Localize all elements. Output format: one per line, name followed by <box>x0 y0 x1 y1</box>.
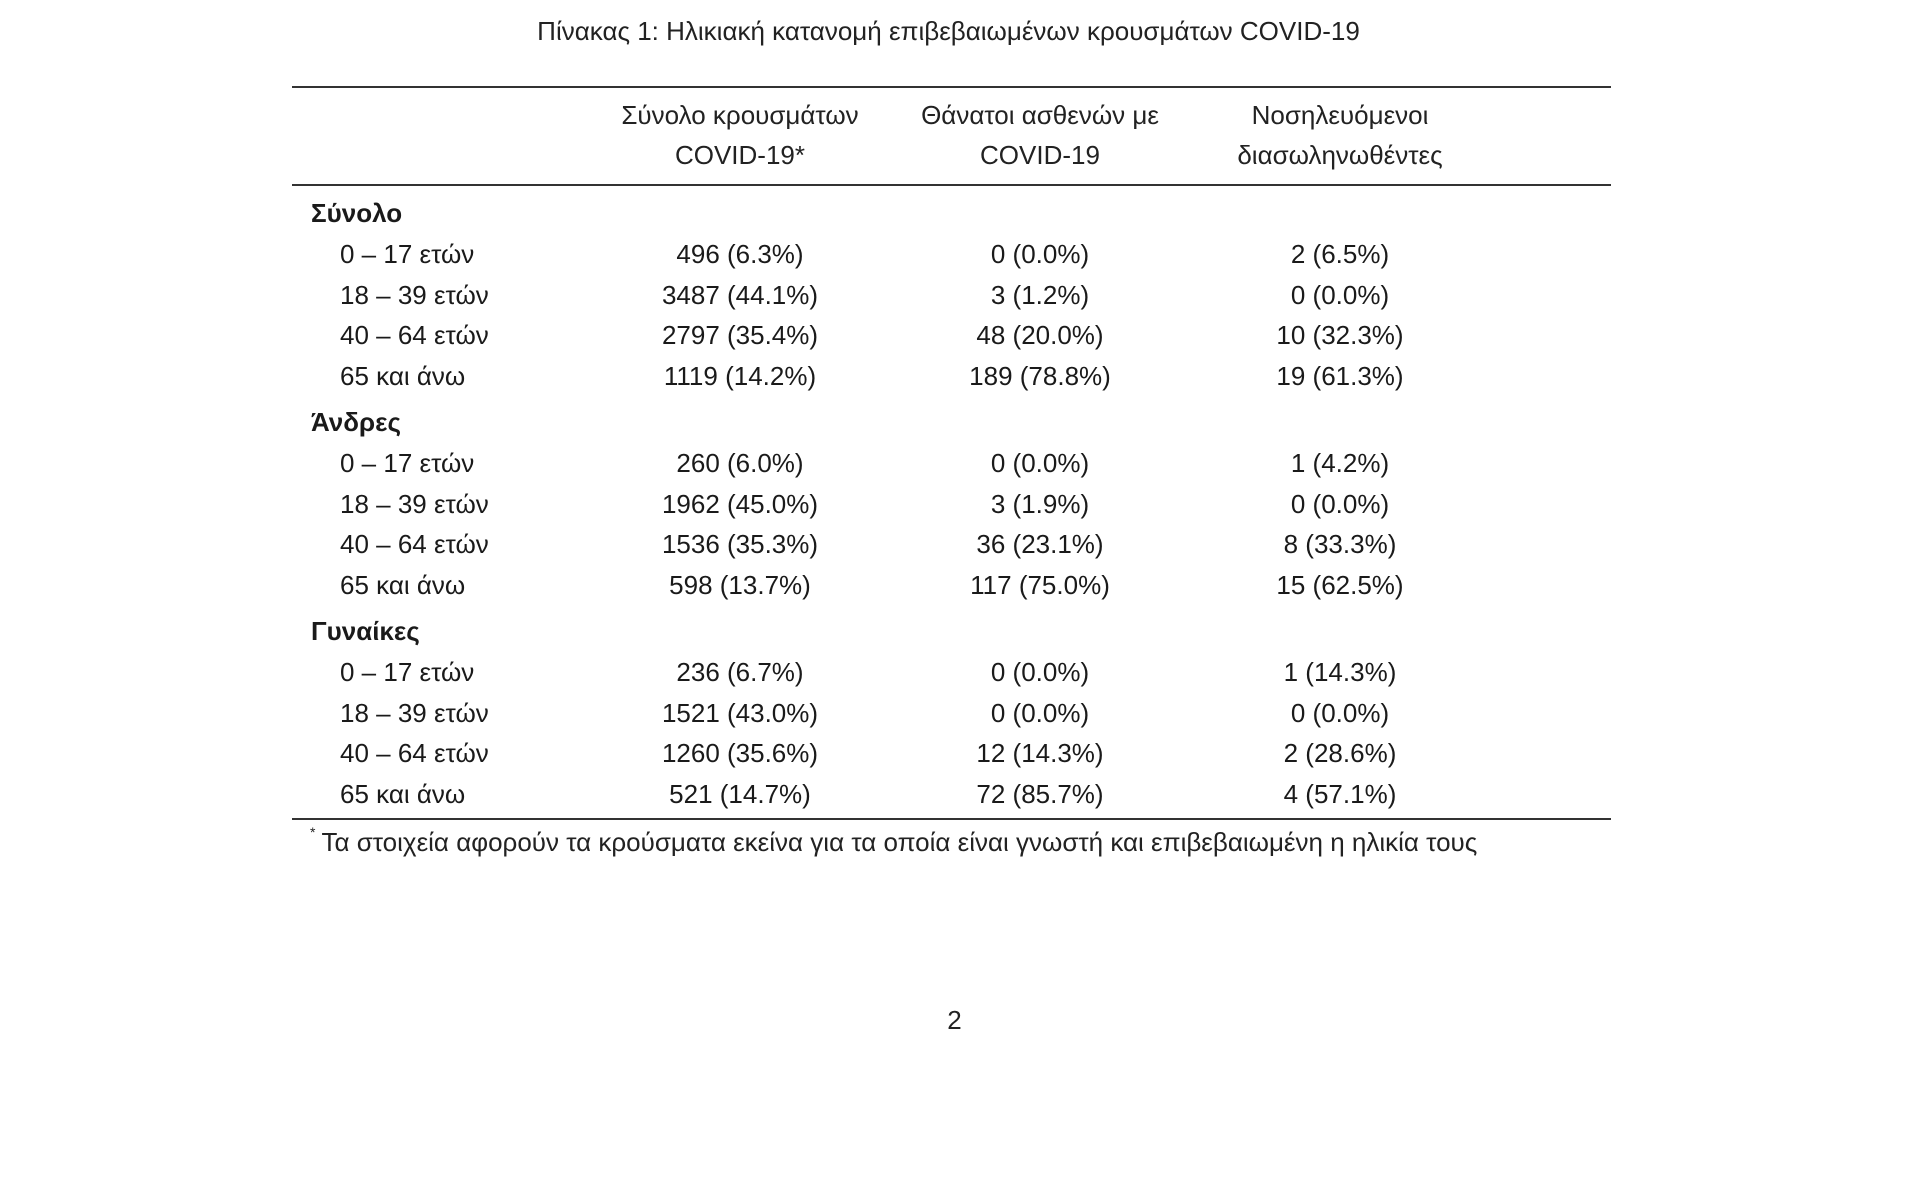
column-header-line: COVID-19 <box>980 140 1100 170</box>
column-header-line: Σύνολο κρουσμάτων <box>621 100 859 130</box>
deaths-cell: 0 (0.0%) <box>990 657 1090 687</box>
age-label: 18 – 39 ετών <box>340 698 489 728</box>
age-label: 40 – 64 ετών <box>340 738 489 768</box>
cases-cell: 236 (6.7%) <box>676 657 804 687</box>
table-row <box>0 774 1923 814</box>
intubated-cell: 0 (0.0%) <box>1290 280 1390 310</box>
cases-cell: 3487 (44.1%) <box>661 280 819 310</box>
column-header-deaths <box>900 95 1180 175</box>
intubated-cell: 10 (32.3%) <box>1276 320 1404 350</box>
cases-cell: 496 (6.3%) <box>676 239 804 269</box>
cases-cell: 1260 (35.6%) <box>661 738 819 768</box>
deaths-cell: 0 (0.0%) <box>990 239 1090 269</box>
cases-cell: 1521 (43.0%) <box>661 698 819 728</box>
column-header-line: Θάνατοι ασθενών με <box>921 100 1159 130</box>
column-header-total-cases <box>600 95 880 175</box>
deaths-cell: 72 (85.7%) <box>976 779 1104 809</box>
table-row <box>0 356 1923 396</box>
deaths-cell: 0 (0.0%) <box>990 448 1090 478</box>
table-row <box>0 234 1923 274</box>
table-title: Πίνακας 1: Ηλικιακή κατανομή επιβεβαιωμένων κρουσμάτων COVID-19 <box>537 16 1360 46</box>
intubated-cell: 19 (61.3%) <box>1276 361 1404 391</box>
intubated-cell: 2 (6.5%) <box>1290 239 1390 269</box>
group-header-row <box>0 193 1923 233</box>
cases-cell: 1536 (35.3%) <box>661 529 819 559</box>
cases-cell: 1119 (14.2%) <box>663 361 817 391</box>
table-row <box>0 652 1923 692</box>
header-bottom-rule <box>292 184 1611 186</box>
footnote-marker: * <box>310 824 316 840</box>
table-row <box>0 275 1923 315</box>
deaths-cell: 3 (1.9%) <box>990 489 1090 519</box>
cases-cell: 2797 (35.4%) <box>661 320 819 350</box>
age-label: 18 – 39 ετών <box>340 489 489 519</box>
intubated-cell: 4 (57.1%) <box>1283 779 1397 809</box>
cases-cell: 598 (13.7%) <box>669 570 811 600</box>
age-label: 40 – 64 ετών <box>340 529 489 559</box>
table-row <box>0 565 1923 605</box>
table-row <box>0 443 1923 483</box>
group-label: Άνδρες <box>311 407 401 437</box>
age-label: 0 – 17 ετών <box>340 448 475 478</box>
deaths-cell: 36 (23.1%) <box>976 529 1104 559</box>
group-label: Σύνολο <box>311 198 403 228</box>
intubated-cell: 1 (4.2%) <box>1290 448 1390 478</box>
age-label: 0 – 17 ετών <box>340 657 475 687</box>
deaths-cell: 117 (75.0%) <box>970 570 1110 600</box>
page-number: 2 <box>947 1005 962 1035</box>
intubated-cell: 8 (33.3%) <box>1283 529 1397 559</box>
deaths-cell: 189 (78.8%) <box>969 361 1111 391</box>
intubated-cell: 0 (0.0%) <box>1290 489 1390 519</box>
deaths-cell: 12 (14.3%) <box>976 738 1104 768</box>
cases-cell: 521 (14.7%) <box>669 779 811 809</box>
table-row <box>0 733 1923 773</box>
age-label: 40 – 64 ετών <box>340 320 489 350</box>
column-header-line: Νοσηλευόμενοι <box>1251 100 1429 130</box>
table-bottom-rule <box>292 818 1611 820</box>
table-footnote <box>310 822 1630 862</box>
age-label: 18 – 39 ετών <box>340 280 489 310</box>
table-row <box>0 524 1923 564</box>
intubated-cell: 0 (0.0%) <box>1290 698 1390 728</box>
deaths-cell: 0 (0.0%) <box>990 698 1090 728</box>
column-header-line: διασωληνωθέντες <box>1237 140 1443 170</box>
age-label: 0 – 17 ετών <box>340 239 475 269</box>
age-label: 65 και άνω <box>340 361 466 391</box>
age-label: 65 και άνω <box>340 779 466 809</box>
group-header-row <box>0 611 1923 651</box>
deaths-cell: 48 (20.0%) <box>976 320 1104 350</box>
intubated-cell: 2 (28.6%) <box>1283 738 1397 768</box>
cases-cell: 260 (6.0%) <box>676 448 804 478</box>
intubated-cell: 1 (14.3%) <box>1283 657 1397 687</box>
table-top-rule <box>292 86 1611 88</box>
deaths-cell: 3 (1.2%) <box>990 280 1090 310</box>
table-row <box>0 315 1923 355</box>
cases-cell: 1962 (45.0%) <box>661 489 819 519</box>
group-header-row <box>0 402 1923 442</box>
intubated-cell: 15 (62.5%) <box>1276 570 1404 600</box>
footnote-text: Τα στοιχεία αφορούν τα κρούσματα εκείνα για τα οποία είναι γνωστή και επιβεβαιωμένη η ηλικία τους <box>321 827 1478 857</box>
table-row <box>0 693 1923 733</box>
age-label: 65 και άνω <box>340 570 466 600</box>
column-header-intubated <box>1200 95 1480 175</box>
table-row <box>0 484 1923 524</box>
group-label: Γυναίκες <box>311 616 420 646</box>
column-header-line: COVID-19* <box>674 140 806 170</box>
